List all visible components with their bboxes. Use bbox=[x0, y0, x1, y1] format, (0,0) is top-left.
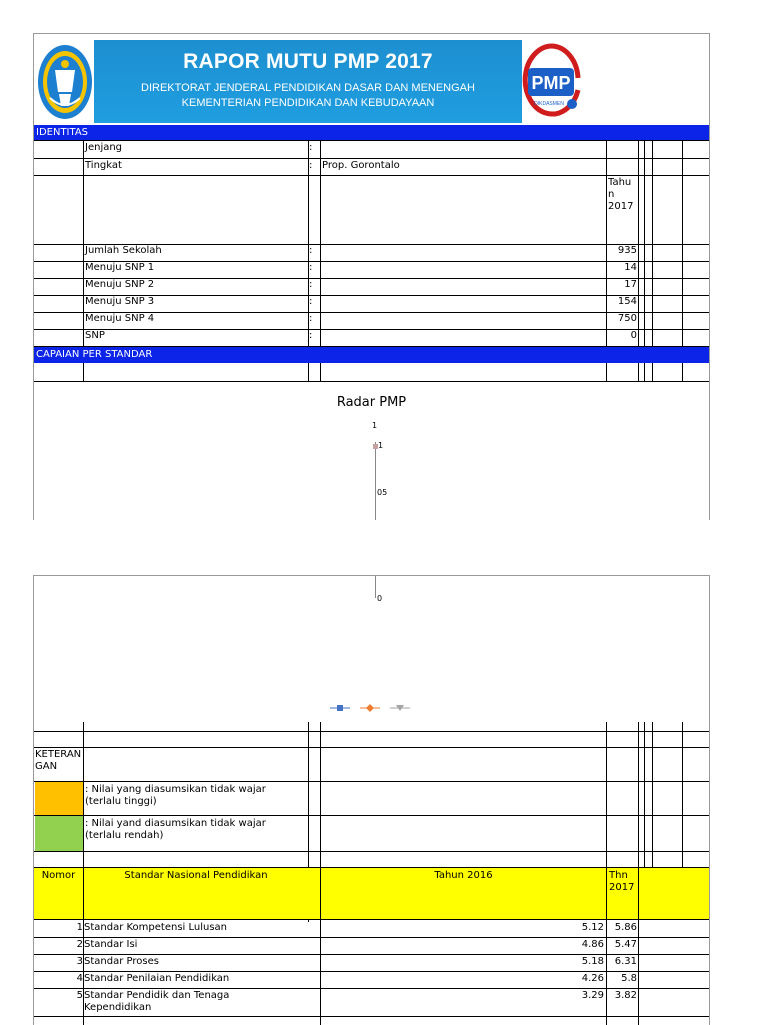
stat-label: Jumlah Sekolah bbox=[85, 245, 162, 256]
svg-text:DIKDASMEN: DIKDASMEN bbox=[534, 101, 564, 107]
ministry-line: KEMENTERIAN PENDIDIKAN DAN KEBUDAYAAN bbox=[181, 97, 435, 109]
stat-value: 154 bbox=[617, 296, 637, 307]
stat-label: Menuju SNP 2 bbox=[85, 279, 155, 290]
row-number: 2 bbox=[76, 939, 83, 950]
row-value-2017: 3.82 bbox=[614, 990, 637, 1001]
stat-value: 0 bbox=[630, 330, 637, 341]
report-title: RAPOR MUTU PMP 2017 bbox=[183, 50, 433, 73]
report-page-2 bbox=[33, 575, 710, 1025]
jenjang-colon: : bbox=[309, 142, 313, 153]
row-value-2016: 5.12 bbox=[581, 922, 604, 933]
stat-label: Menuju SNP 4 bbox=[85, 313, 155, 324]
green-legend-text: : Nilai yand diasumsikan tidak wajar (terlalu rendah) bbox=[85, 818, 266, 841]
svg-text:PMP: PMP bbox=[531, 73, 571, 93]
stat-colon: : bbox=[309, 313, 313, 324]
radar-legend bbox=[330, 703, 420, 713]
stat-label: Menuju SNP 3 bbox=[85, 296, 155, 307]
col-standar: Standar Nasional Pendidikan bbox=[124, 870, 268, 881]
jenjang-label: Jenjang bbox=[85, 142, 123, 153]
row-value-2017: 5.8 bbox=[621, 973, 637, 984]
row-number: 1 bbox=[76, 922, 83, 933]
col-nomor: Nomor bbox=[41, 870, 76, 881]
row-number: 5 bbox=[76, 990, 83, 1001]
stat-value: 935 bbox=[617, 245, 637, 256]
row-standard-name: Standar Kompetensi Lulusan bbox=[84, 922, 228, 933]
report-header bbox=[34, 34, 709, 126]
stat-label: SNP bbox=[85, 330, 105, 341]
stat-label: Menuju SNP 1 bbox=[85, 262, 155, 273]
row-standard-name: Standar Pendidik dan Tenaga Kependidikan bbox=[84, 990, 230, 1013]
col-2016: Tahun 2016 bbox=[434, 870, 493, 881]
row-number: 3 bbox=[76, 956, 83, 967]
radar-axis-continued bbox=[375, 576, 376, 598]
pmp-logo bbox=[522, 40, 582, 123]
stat-value: 750 bbox=[617, 313, 637, 324]
title-banner bbox=[94, 40, 522, 123]
section-identitas-bar bbox=[34, 125, 709, 140]
tingkat-colon: : bbox=[309, 160, 313, 171]
radar-tick-0: 0 bbox=[377, 594, 383, 603]
row-value-2016: 3.29 bbox=[581, 990, 604, 1001]
row-value-2017: 5.47 bbox=[614, 939, 637, 950]
radar-tick-1: 1 bbox=[372, 421, 378, 430]
green-swatch bbox=[35, 816, 83, 851]
orange-swatch bbox=[35, 782, 83, 815]
keterangan-label: KETERAN GAN bbox=[35, 749, 82, 772]
radar-tick-05: 05 bbox=[377, 488, 388, 497]
year-2017-header: Tahu n 2017 bbox=[608, 177, 634, 212]
section-capaian-label: CAPAIAN PER STANDAR bbox=[36, 349, 153, 360]
col-2017: Thn 2017 bbox=[609, 870, 635, 893]
row-standard-name: Standar Isi bbox=[84, 939, 138, 950]
stat-value: 14 bbox=[624, 262, 637, 273]
row-value-2016: 5.18 bbox=[581, 956, 604, 967]
stat-colon: : bbox=[309, 296, 313, 307]
radar-point-label: 1 bbox=[378, 441, 384, 450]
stat-colon: : bbox=[309, 279, 313, 290]
directorate-line: DIREKTORAT JENDERAL PENDIDIKAN DASAR DAN MENENGAH bbox=[141, 82, 475, 94]
report-page-1 bbox=[33, 33, 710, 520]
orange-legend-text: : Nilai yang diasumsikan tidak wajar (terlalu tinggi) bbox=[85, 784, 266, 807]
stat-value: 17 bbox=[624, 279, 637, 290]
radar-axis bbox=[375, 442, 376, 520]
row-value-2016: 4.26 bbox=[581, 973, 604, 984]
tingkat-label: Tingkat bbox=[85, 160, 122, 171]
tingkat-value: Prop. Gorontalo bbox=[322, 160, 400, 171]
tut-wuri-handayani-logo bbox=[36, 40, 94, 120]
row-value-2017: 5.86 bbox=[614, 922, 637, 933]
radar-title: Radar PMP bbox=[336, 395, 407, 410]
stat-colon: : bbox=[309, 262, 313, 273]
row-value-2016: 4.86 bbox=[581, 939, 604, 950]
stat-colon: : bbox=[309, 245, 313, 256]
row-number: 4 bbox=[76, 973, 83, 984]
section-identitas-label: IDENTITAS bbox=[36, 127, 89, 138]
section-capaian-bar bbox=[34, 347, 709, 363]
stat-colon: : bbox=[309, 330, 313, 341]
row-value-2017: 6.31 bbox=[614, 956, 637, 967]
row-standard-name: Standar Proses bbox=[84, 956, 159, 967]
row-standard-name: Standar Penilaian Pendidikan bbox=[84, 973, 230, 984]
